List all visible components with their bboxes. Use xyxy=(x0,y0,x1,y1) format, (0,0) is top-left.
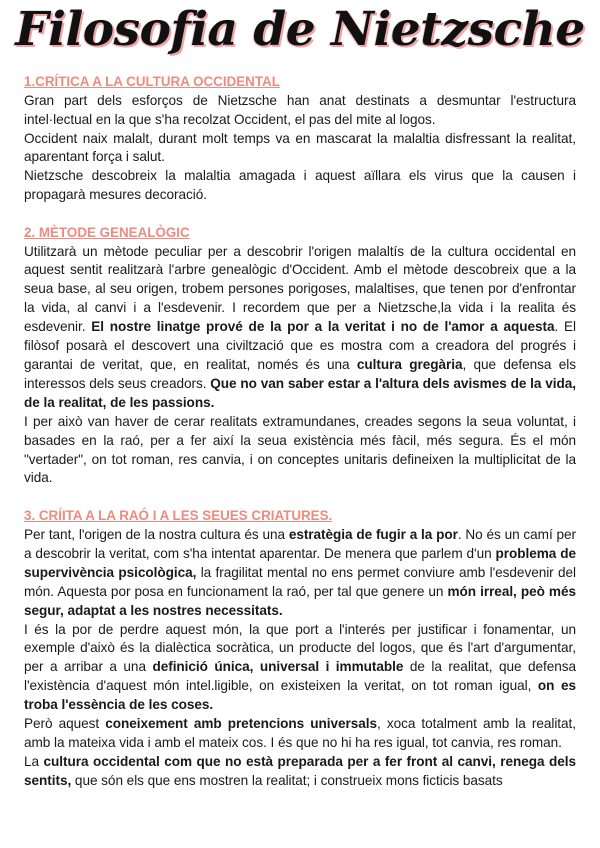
spacer xyxy=(24,205,576,224)
bold-text: definició única, universal i immutable xyxy=(152,659,404,675)
bold-text: on es troba l'essència de les coses. xyxy=(24,678,576,713)
paragraph xyxy=(24,715,576,753)
paragraph xyxy=(24,621,576,716)
section-body xyxy=(24,243,576,489)
paragraph xyxy=(24,130,576,168)
bold-text: cultura occidental com que no està preparada per a fer front al canvi, renega dels sentits, xyxy=(24,753,576,788)
text-run: Utilitzarà un mètode peculiar per a descobrir l'origen malaltís de la cultura occidental en aquest sentit realitzarà l'arbre genealògic d'Occident. Amb el mètode descobreix que a la seua base, al seu origen, trobem persones porigoses, malaltises, que tenen por d'enfrontar la vida, al canvi i a l'esdevenir. I recordem que per a Nietzsche,la vida i la realita és esdevenir. xyxy=(24,243,576,335)
paragraph xyxy=(24,167,576,205)
text-run: I per això van haver de cerar realitats extramundanes, creades segons la seua voluntat, i basades en la raó, per a fer així la seua existència més fàcil, més segura. És el món "vertader", on tot roman, res canvia, i on conceptes unitaris defineixen la multiplicitat de la vida. xyxy=(24,413,576,486)
bold-text: cultura gregària xyxy=(356,356,463,372)
section-body xyxy=(24,526,576,791)
bold-text: món irreal, peò més segur, adaptat a les nostres necessitats. xyxy=(24,583,576,618)
text-run: Però aquest xyxy=(24,716,106,732)
text-run: , que defensa els interessos dels seus creadors. xyxy=(24,356,576,391)
bold-text: El nostre linatge prové de la por a la veritat i no de l'amor a aquesta xyxy=(91,319,555,335)
text-run: la fragilitat mental no ens permet conviure amb l'esdevenir del món. Aquesta por posa en funcionament la raó, per tal que genere un xyxy=(24,564,576,599)
bold-text: problema de supervivència psicològica, xyxy=(24,545,576,580)
page-title: Filosofia de Nietzsche xyxy=(15,2,585,57)
text-run: Occident naix malalt, durant molt temps va en mascarat la malaltia disfressant la realitat, aparentant força i salut. xyxy=(24,130,576,165)
document-body xyxy=(24,73,576,791)
text-run: La xyxy=(24,753,44,769)
text-run: que són els que ens mostren la realitat; i construeix mons ficticis basats xyxy=(71,772,503,788)
paragraph xyxy=(24,413,576,489)
paragraph xyxy=(24,753,576,791)
paragraph xyxy=(24,92,576,130)
section-heading: 3. CRÍITA A LA RAÓ I A LES SEUES CRIATURES. xyxy=(24,508,333,524)
spacer xyxy=(24,488,576,507)
text-run: Gran part dels esforços de Nietzsche han anat destinats a desmuntar l'estructura intel·lectual en la que s'ha recolzat Occident, el pas del mite al logos. xyxy=(24,92,576,127)
paragraph xyxy=(24,526,576,621)
paragraph xyxy=(24,243,576,413)
text-run: I és la por de perdre aquest món, la que port a l'interés per justificar i fonamentar, un exemple d'això és la dialèctica socràtica, un producte del logos, que és l'art d'argumentar, per a arribar a una xyxy=(24,621,576,675)
text-run: de la realitat, que defensa l'existència d'aquest món intel.ligible, on existeixen la veritat, on tot roman igual, xyxy=(24,659,576,694)
text-run: , xoca totalment amb la realitat, amb la mateixa vida i amb el mateix cos. I és que no hi ha res igual, tot canvia, res roman. xyxy=(24,716,576,750)
bold-text: estratègia de fugir a la por xyxy=(288,527,458,543)
section-body xyxy=(24,92,576,205)
text-run: Nietzsche descobreix la malaltia amagada i aquest aïllara els virus que la causen i propagarà mesures decoració. xyxy=(24,168,576,203)
section-heading: 1.CRÍTICA A LA CULTURA OCCIDENTAL xyxy=(24,74,280,89)
text-run: . No és un camí per a descobrir la veritat, com s'ha intentat aparentar. De menera que parlem d'un xyxy=(24,527,576,561)
bold-text: coneixement amb pretencions universals xyxy=(105,716,378,732)
text-run: Per tant, l'origen de la nostra cultura és una xyxy=(24,527,289,543)
section-heading: 2. MÈTODE GENEALÒGIC xyxy=(24,224,190,240)
bold-text: Que no van saber estar a l'altura dels avismes de la vida, de la realitat, de les passions. xyxy=(24,375,576,410)
text-run: . El filòsof posarà el descovert una civiltzació que es mostra com a creadora del progrés i garantai de veritat, que, en realitat, només és una xyxy=(24,319,576,372)
